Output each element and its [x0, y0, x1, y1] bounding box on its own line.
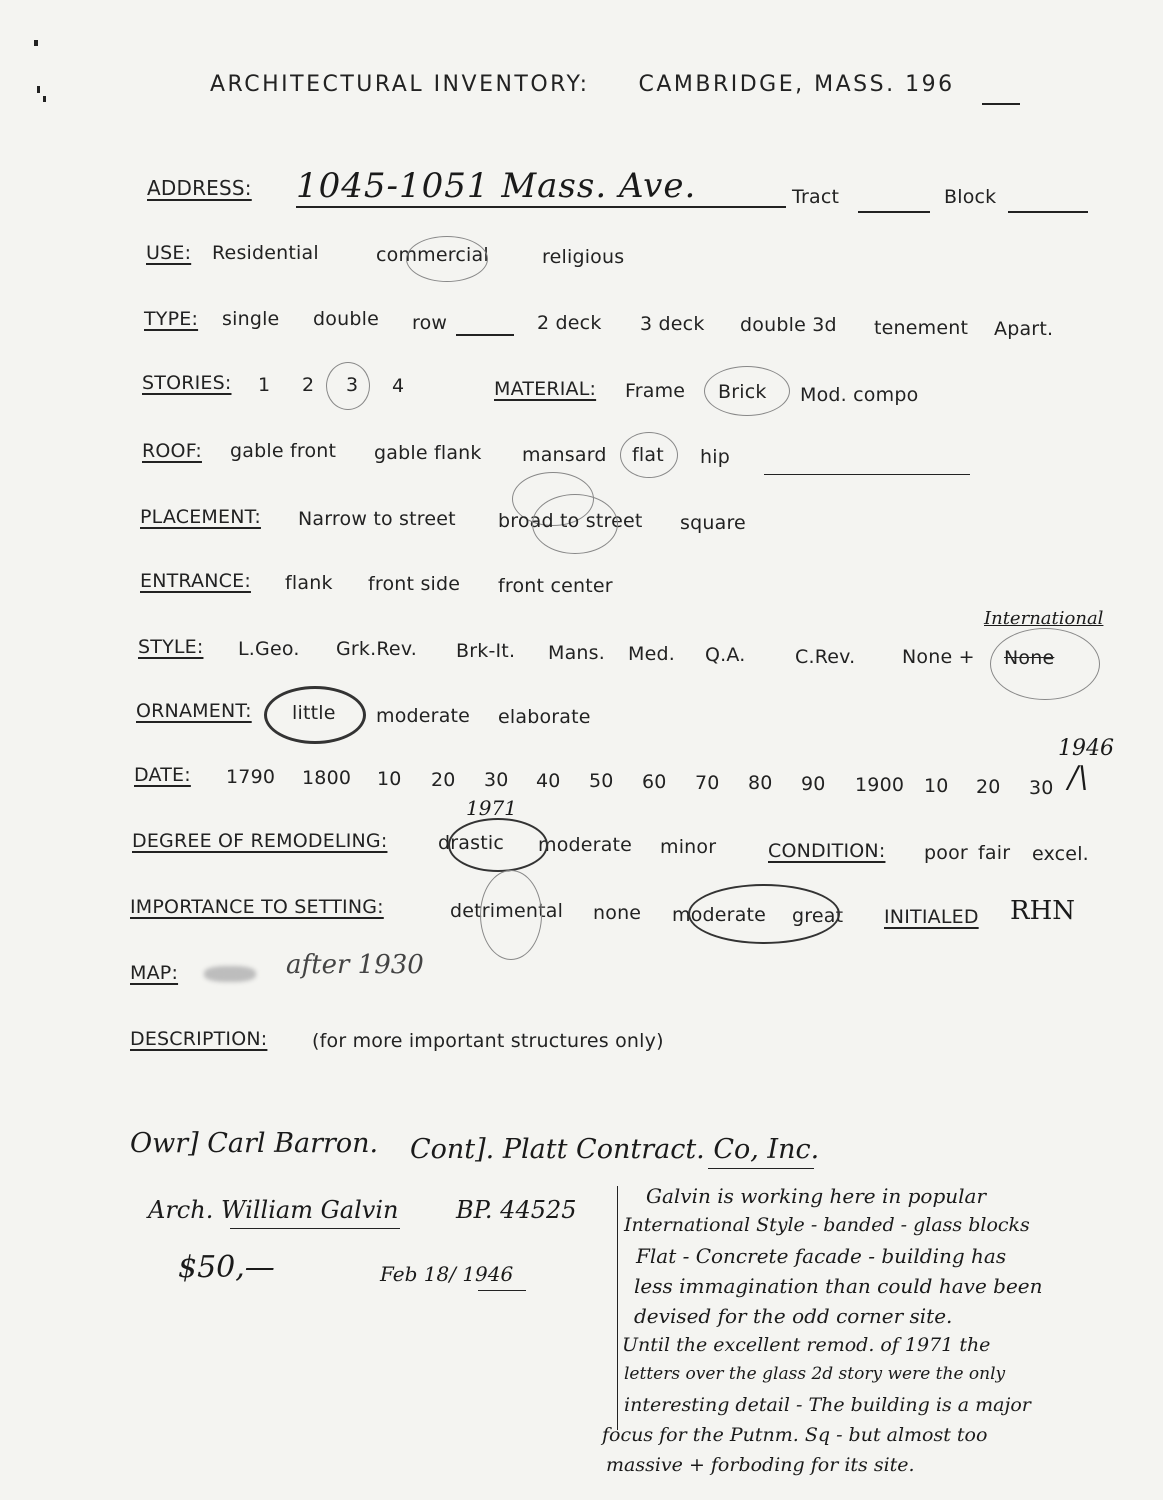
style-handwritten-note: International — [984, 608, 1104, 629]
address-label: ADDRESS: — [147, 176, 252, 200]
roof-label: ROOF: — [142, 440, 202, 462]
notes-line: less immagination than could have been — [634, 1274, 1043, 1298]
remodeling-handwritten-year: 1971 — [466, 796, 517, 820]
remodeling-circle-mark — [448, 818, 548, 872]
stories-option-2: 2 — [302, 374, 315, 396]
date-option: 10 — [924, 775, 949, 797]
notes-line: focus for the Putnm. Sq - but almost too — [602, 1424, 988, 1446]
style-circle-mark — [990, 628, 1100, 700]
description-note: (for more important structures only) — [312, 1030, 664, 1052]
notes-line: letters over the glass 2d story were the only — [624, 1364, 1006, 1384]
type-option-3-deck: 3 deck — [640, 313, 705, 335]
roof-circle-mark — [620, 432, 678, 478]
date-option: 30 — [1029, 777, 1054, 799]
date-handwritten-year: 1946 — [1058, 736, 1114, 761]
date-option: 1790 — [226, 766, 276, 788]
use-circle-mark — [406, 236, 488, 282]
architect-underline — [230, 1228, 400, 1229]
use-label: USE: — [146, 242, 192, 264]
style-option-l-geo: L.Geo. — [238, 638, 300, 660]
entrance-label: ENTRANCE: — [140, 570, 251, 592]
material-circle-mark — [704, 366, 790, 416]
date-option: 20 — [431, 769, 456, 791]
initialed-value: RHN — [1010, 896, 1075, 926]
date-option: 40 — [536, 770, 561, 792]
stories-option-3: 3 — [346, 374, 359, 396]
material-option-brick: Brick — [718, 381, 767, 403]
importance-option-detrimental: detrimental — [450, 900, 564, 922]
margin-speck — [34, 40, 38, 46]
roof-blank — [764, 474, 970, 475]
date-option: 50 — [589, 770, 614, 792]
roof-option-flat: flat — [632, 444, 664, 466]
importance-label: IMPORTANCE TO SETTING: — [130, 896, 384, 918]
importance-option-moderate: moderate — [672, 904, 767, 926]
ornament-circle-mark — [264, 686, 366, 744]
placement-option-broad: broad to street — [498, 510, 643, 532]
notes-line: Galvin is working here in popular — [646, 1184, 987, 1208]
placement-option-narrow: Narrow to street — [298, 508, 456, 530]
permit-date-underline — [478, 1290, 526, 1291]
notes-line: interesting detail - The building is a major — [624, 1394, 1031, 1416]
ornament-label: ORNAMENT: — [136, 700, 252, 722]
date-option: 90 — [801, 773, 826, 795]
style-option-none-plus: None + — [902, 646, 975, 668]
date-option: 30 — [484, 769, 509, 791]
block-blank — [1008, 211, 1088, 213]
date-option: 60 — [642, 771, 667, 793]
permit-text: BP. 44525 — [456, 1196, 577, 1224]
importance-pencil-mark — [480, 870, 542, 960]
tract-label: Tract — [792, 186, 840, 208]
tract-blank — [858, 211, 930, 213]
ornament-option-little: little — [292, 702, 336, 724]
entrance-option-front-center: front center — [498, 575, 613, 597]
style-option-grk-rev: Grk.Rev. — [336, 638, 418, 660]
use-option-commercial: commercial — [376, 244, 489, 266]
description-label: DESCRIPTION: — [130, 1028, 268, 1050]
date-option: 70 — [695, 772, 720, 794]
style-option-crev: C.Rev. — [795, 646, 856, 668]
stories-label: STORIES: — [142, 372, 232, 394]
type-label: TYPE: — [144, 308, 199, 330]
importance-option-none: none — [593, 902, 642, 924]
remodeling-label: DEGREE OF REMODELING: — [132, 830, 388, 852]
notes-line: International Style - banded - glass blocks — [624, 1214, 1030, 1236]
margin-speck — [37, 86, 40, 93]
map-label: MAP: — [130, 962, 179, 984]
form-title-year: 196 — [905, 72, 955, 97]
address-underline — [296, 206, 786, 208]
condition-label: CONDITION: — [768, 840, 886, 862]
entrance-option-flank: flank — [285, 572, 333, 594]
type-option-double-3d: double 3d — [740, 314, 837, 336]
placement-option-square: square — [680, 512, 746, 534]
entrance-option-front-side: front side — [368, 573, 461, 595]
type-option-row: row — [412, 312, 448, 334]
notes-line: Until the excellent remod. of 1971 the — [622, 1334, 991, 1356]
initialed-label: INITIALED — [884, 906, 979, 928]
map-value: after 1930 — [286, 950, 424, 980]
remodeling-option-moderate: moderate — [538, 834, 633, 856]
condition-option-poor: poor — [924, 842, 968, 864]
notes-line: massive + forboding for its site. — [606, 1454, 915, 1476]
style-option-none: None — [1004, 647, 1055, 669]
placement-label: PLACEMENT: — [140, 506, 261, 528]
use-option-religious: religious — [542, 246, 625, 268]
material-option-mod-compo: Mod. compo — [800, 384, 919, 406]
owner-text: Owr] Carl Barron. — [130, 1128, 379, 1159]
importance-option-great: great — [792, 905, 844, 927]
notes-line: devised for the odd corner site. — [634, 1304, 953, 1328]
placement-circle-mark — [532, 494, 618, 554]
material-option-frame: Frame — [625, 380, 686, 402]
roof-option-mansard: mansard — [522, 444, 607, 466]
type-option-2-deck: 2 deck — [537, 312, 602, 334]
year-blank — [982, 103, 1020, 105]
form-title — [210, 72, 955, 97]
style-option-brk-it: Brk-It. — [456, 640, 516, 662]
type-blank — [456, 334, 514, 336]
date-label: DATE: — [134, 764, 191, 786]
condition-option-fair: fair — [978, 842, 1011, 864]
material-label: MATERIAL: — [494, 378, 597, 400]
contractor-text: Cont]. Platt Contract. Co, Inc. — [410, 1134, 820, 1165]
use-option-residential: Residential — [212, 242, 319, 264]
form-title-place: CAMBRIDGE, MASS. — [638, 72, 896, 97]
type-option-single: single — [222, 308, 280, 330]
permit-date-text: Feb 18/ 1946 — [380, 1262, 514, 1286]
stories-option-1: 1 — [258, 374, 271, 396]
ornament-option-elaborate: elaborate — [498, 706, 591, 728]
date-option: 1800 — [302, 767, 352, 789]
form-title-heading: ARCHITECTURAL INVENTORY: — [210, 72, 590, 97]
notes-block — [602, 1184, 1132, 1484]
style-option-qa: Q.A. — [705, 644, 746, 666]
contractor-underline — [708, 1168, 814, 1169]
style-label: STYLE: — [138, 636, 204, 658]
type-option-apart: Apart. — [994, 318, 1054, 340]
address-value: 1045-1051 Mass. Ave. — [296, 166, 697, 206]
roof-option-hip: hip — [700, 446, 730, 468]
type-option-double: double — [313, 308, 379, 330]
date-option: 20 — [976, 776, 1001, 798]
condition-option-excel: excel. — [1032, 843, 1089, 865]
remodeling-option-minor: minor — [660, 836, 717, 858]
date-caret-mark: /\ — [1068, 760, 1089, 795]
remodeling-option-drastic: drastic — [438, 832, 504, 854]
margin-speck — [43, 96, 46, 102]
map-smudge — [204, 966, 256, 982]
cost-text: $50,— — [178, 1250, 275, 1285]
date-option: 1900 — [855, 774, 905, 796]
style-option-med: Med. — [628, 643, 675, 665]
notes-line: Flat - Concrete facade - building has — [636, 1244, 1007, 1268]
ornament-option-moderate: moderate — [376, 705, 471, 727]
style-option-mans: Mans. — [548, 642, 606, 664]
stories-option-4: 4 — [392, 375, 405, 397]
architect-text: Arch. William Galvin — [148, 1196, 399, 1224]
date-option: 10 — [377, 768, 402, 790]
importance-circle-mark — [688, 884, 840, 944]
date-option: 80 — [748, 772, 773, 794]
roof-option-gable-flank: gable flank — [374, 442, 482, 464]
roof-option-gable-front: gable front — [230, 440, 337, 462]
block-label: Block — [944, 186, 997, 208]
type-option-tenement: tenement — [874, 317, 969, 339]
stories-circle-mark — [326, 362, 370, 410]
